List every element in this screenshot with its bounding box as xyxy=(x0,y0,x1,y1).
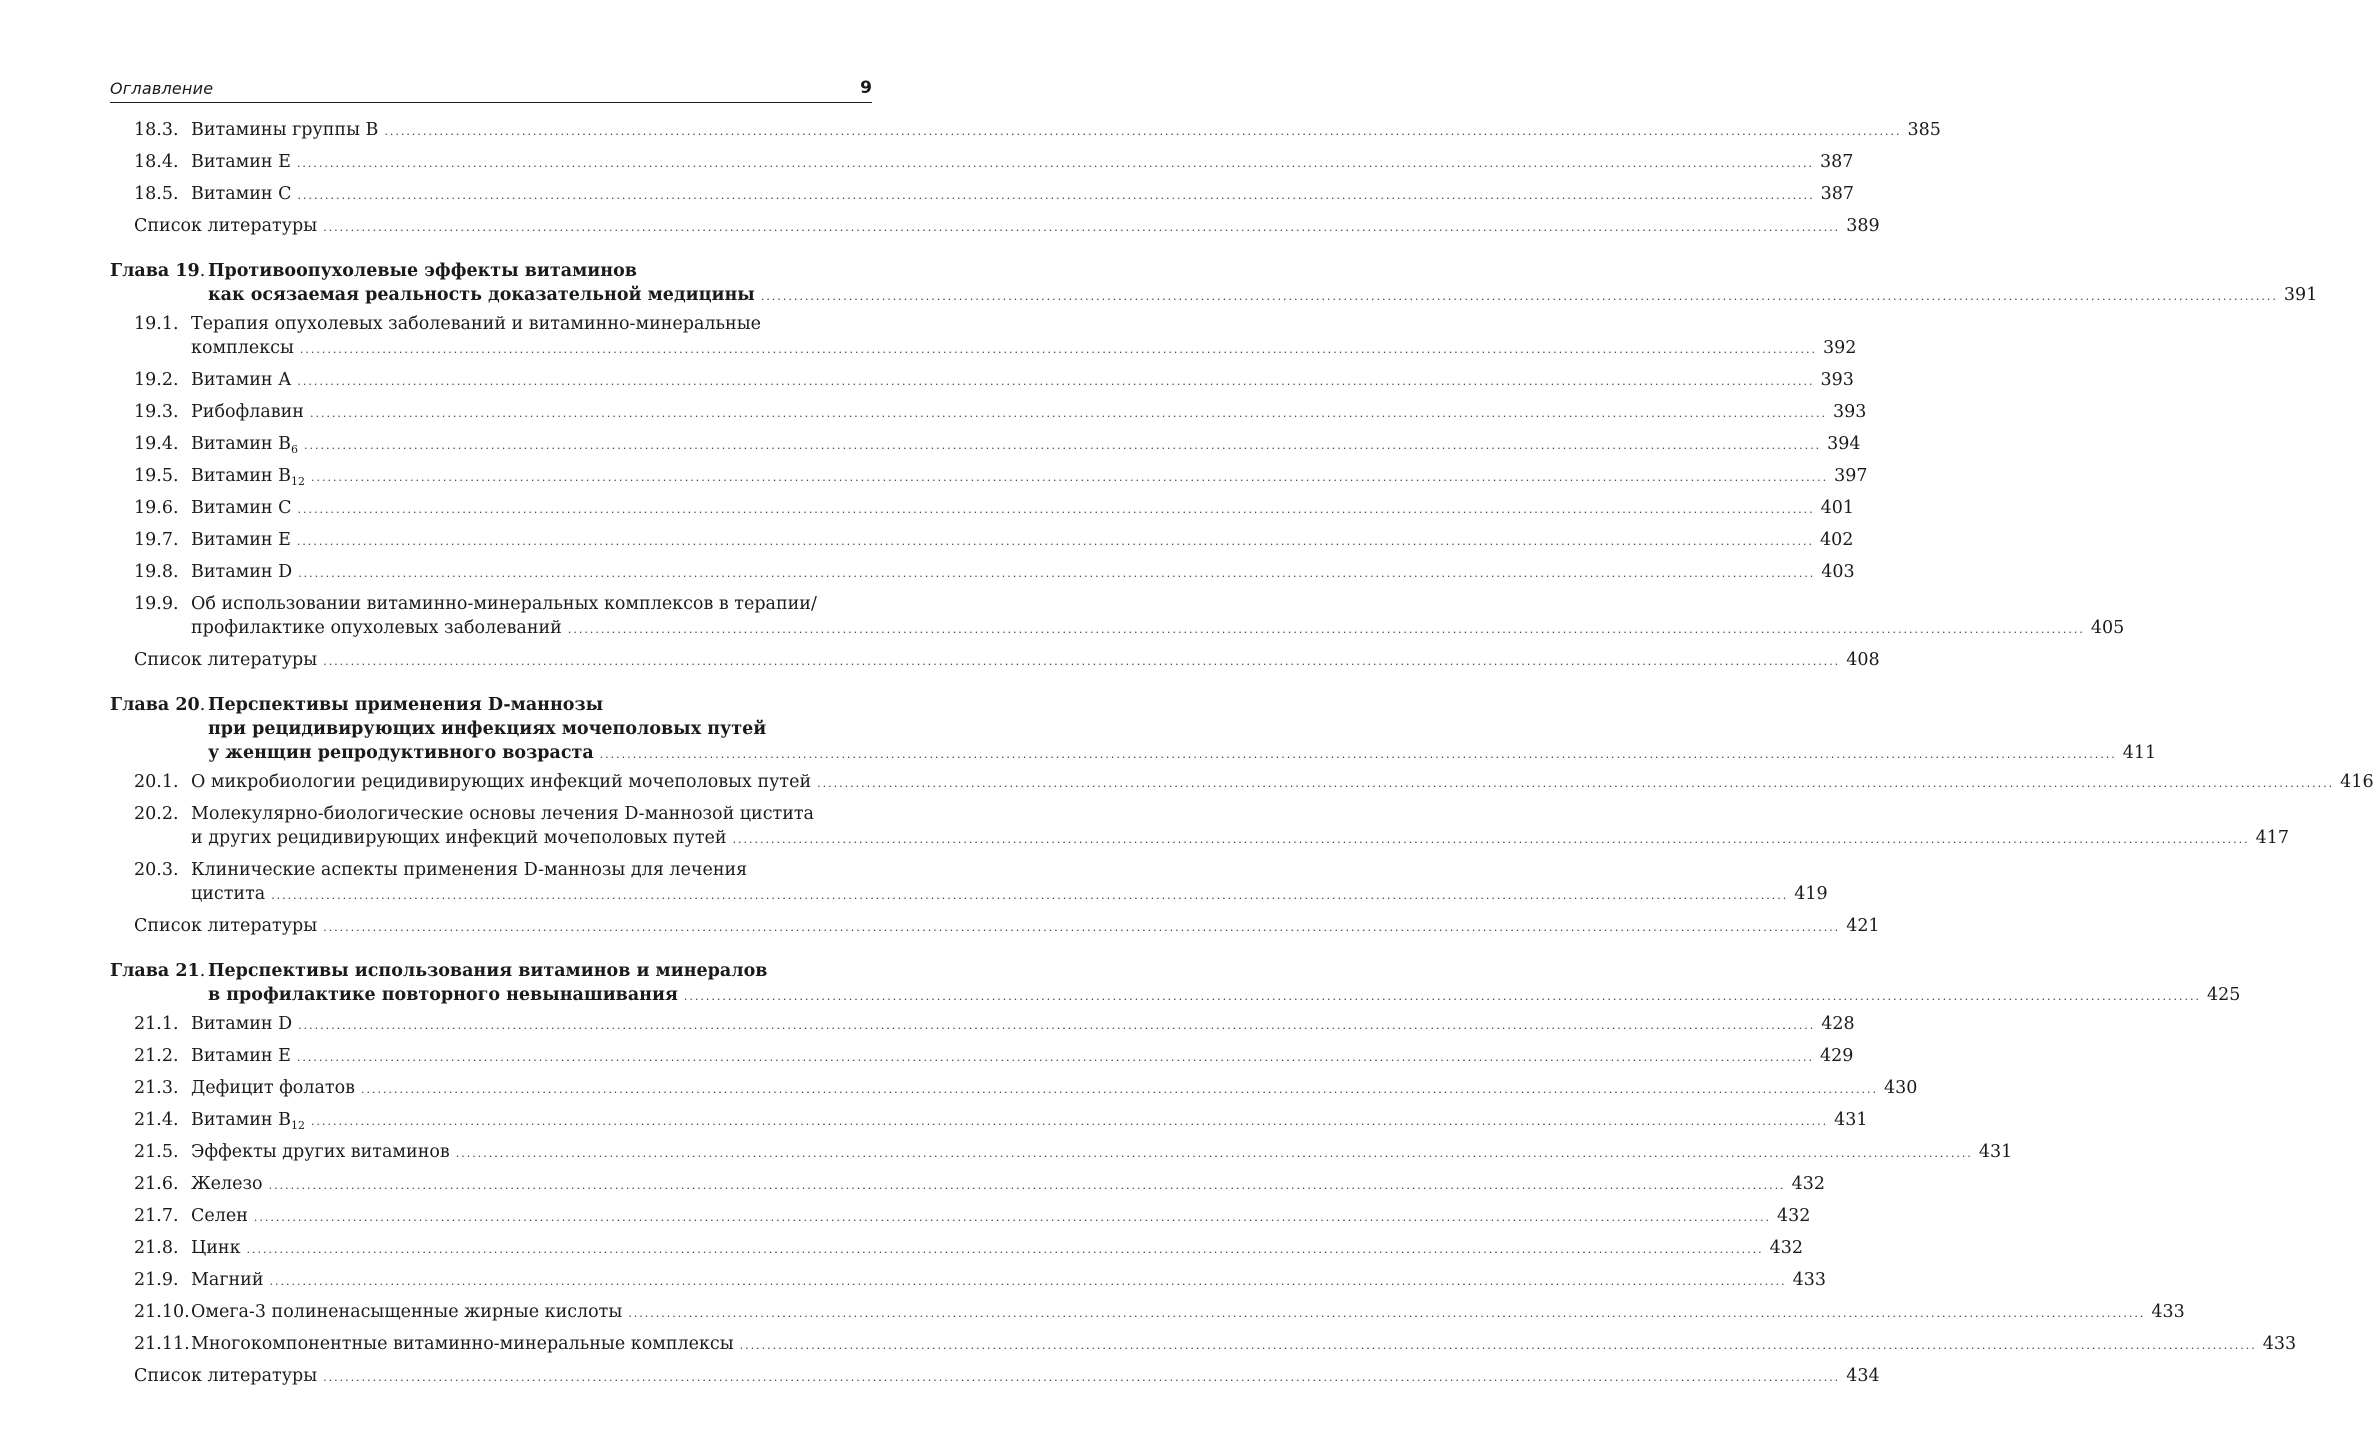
leader-dots xyxy=(247,1235,1764,1265)
leader-dots xyxy=(733,828,2250,852)
toc-entry-page: 429 xyxy=(1819,1046,1854,1066)
toc-entry-page: 393 xyxy=(1820,370,1854,390)
toc-entry[interactable] xyxy=(110,1329,2297,1361)
toc-entry-title: Витамин В xyxy=(191,434,292,454)
toc-entry-title: Магний xyxy=(191,1270,264,1290)
toc-entry[interactable] xyxy=(110,1201,1811,1233)
subscript: 12 xyxy=(291,1119,306,1132)
toc-entry-page: 417 xyxy=(2255,828,2290,848)
leader-dots xyxy=(271,884,1788,908)
leader-dots xyxy=(298,181,1815,211)
toc-entry[interactable] xyxy=(110,1073,1918,1105)
toc-entry-page: 385 xyxy=(1907,120,1941,140)
leader-dots xyxy=(297,527,1814,557)
toc-entry-number: 19.9. xyxy=(134,594,179,614)
toc-entry-title-line: профилактике опухолевых заболеваний xyxy=(191,618,562,638)
toc-entry[interactable] xyxy=(110,397,1867,429)
page-number: 9 xyxy=(860,78,872,98)
toc-entry[interactable] xyxy=(110,1105,1868,1137)
toc-entry-page: 403 xyxy=(1821,562,1855,582)
toc-entry-title-line: Об использовании витаминно-минеральных комплексов в терапии/ xyxy=(191,594,817,614)
leader-dots xyxy=(628,1299,2145,1329)
chapter-label: Глава 19 xyxy=(110,261,200,281)
toc-entry-page: 428 xyxy=(1821,1014,1855,1034)
toc-entry-page: 430 xyxy=(1884,1078,1918,1098)
toc-entry-title-line: Молекулярно-биологические основы лечения D-маннозой цистита xyxy=(191,804,814,824)
toc-entry-page: 433 xyxy=(2151,1302,2185,1322)
toc-entry-title: Эффекты других витаминов xyxy=(191,1142,450,1162)
leader-dots xyxy=(740,1331,2257,1361)
toc-entry[interactable] xyxy=(110,493,1854,525)
toc-entry[interactable] xyxy=(110,1297,2185,1329)
leader-dots xyxy=(270,1267,1787,1297)
leader-dots xyxy=(304,431,1821,461)
leader-dots xyxy=(300,338,1817,362)
toc-entry-number: 21.4. xyxy=(134,1110,179,1130)
chapter-title-line: Перспективы использования витаминов и минералов xyxy=(208,961,768,981)
leader-dots xyxy=(311,463,1828,493)
toc-entry-title: Селен xyxy=(191,1206,248,1226)
toc-entry-page: 392 xyxy=(1822,338,1857,358)
leader-dots xyxy=(298,495,1815,525)
references-page: 421 xyxy=(1846,916,1880,936)
subscript: 12 xyxy=(291,475,306,488)
references-page: 389 xyxy=(1846,216,1880,236)
toc-entry-page: 387 xyxy=(1820,184,1854,204)
references-title: Список литературы xyxy=(134,650,318,670)
toc-entry-title-line: и других рецидивирующих инфекций мочеполовых путей xyxy=(191,828,727,848)
leader-dots xyxy=(456,1139,1973,1169)
toc-entry-title: Витамин В xyxy=(191,466,292,486)
leader-dots xyxy=(297,367,1814,397)
leader-dots xyxy=(384,117,1901,147)
toc-entry-title-line: Клинические аспекты применения D-маннозы для лечения xyxy=(191,860,748,880)
references-title: Список литературы xyxy=(134,1366,318,1386)
toc-entry[interactable] xyxy=(110,365,1854,397)
toc-entry-title: Многокомпонентные витаминно-минеральные комплексы xyxy=(191,1334,734,1354)
toc-entry[interactable] xyxy=(110,855,1828,911)
references-page: 434 xyxy=(1846,1366,1880,1386)
toc-entry-page: 405 xyxy=(2090,618,2125,638)
toc-entry-number: 19.3. xyxy=(134,402,179,422)
leader-dots xyxy=(297,1043,1814,1073)
chapter-title-line: у женщин репродуктивного возраста xyxy=(208,743,594,763)
toc-entry[interactable] xyxy=(110,179,1854,211)
toc-entry-title: Витамин Е xyxy=(191,152,291,172)
toc-entry-page: 432 xyxy=(1776,1206,1811,1226)
toc-entry-title: Витамин D xyxy=(191,562,293,582)
toc-entry-title: Омега-3 полиненасыщенные жирные кислоты xyxy=(191,1302,623,1322)
toc-entry-title: Рибофлавин xyxy=(191,402,304,422)
toc-entry-number: 19.6. xyxy=(134,498,179,518)
toc-entry[interactable] xyxy=(110,799,2290,855)
toc-entry-page: 419 xyxy=(1794,884,1828,904)
chapter-label: Глава 20 xyxy=(110,695,200,715)
toc-entry[interactable] xyxy=(110,525,1854,557)
toc-entry-number: 21.7. xyxy=(134,1206,179,1226)
toc-entry-title: Витамин D xyxy=(191,1014,293,1034)
leader-dots xyxy=(298,559,1815,589)
toc-entry-number: 19.1. xyxy=(134,314,179,334)
toc-entry-title: Витамин С xyxy=(191,184,292,204)
toc-entry-page: 431 xyxy=(1978,1142,2013,1162)
toc-entry[interactable] xyxy=(110,1041,1854,1073)
leader-dots xyxy=(817,769,2334,799)
toc-entry-title-line: комплексы xyxy=(191,338,294,358)
running-header-title: Оглавление xyxy=(110,79,214,98)
toc-entry-number: 21.10. xyxy=(134,1302,190,1322)
toc-entry-number: 19.5. xyxy=(134,466,179,486)
toc-entry-number: 18.3. xyxy=(134,120,179,140)
chapter-heading[interactable]: Глава 19. Противоопухолевые эффекты витаминов как осязаемая реальность доказательной медицины ..... 391 xyxy=(110,259,872,309)
toc-entry-page: 397 xyxy=(1834,466,1868,486)
leader-dots xyxy=(361,1075,1878,1105)
toc-entry[interactable] xyxy=(110,1169,1826,1201)
table-of-contents xyxy=(110,115,2374,1393)
chapter-20 xyxy=(110,693,2374,943)
toc-entry-page: 393 xyxy=(1833,402,1867,422)
toc-entry[interactable] xyxy=(110,1137,2013,1169)
toc-entry-title: Витамины группы В xyxy=(191,120,379,140)
toc-entry[interactable] xyxy=(110,147,1854,179)
leader-dots xyxy=(323,1363,1840,1393)
chapter-heading[interactable]: Глава 21. Перспективы использования витаминов и минералов в профилактике повторного невынашивания ..... 425 xyxy=(110,959,872,1009)
chapter-page: 411 xyxy=(2122,743,2157,763)
leader-dots xyxy=(323,647,1840,677)
chapter-21 xyxy=(110,959,2297,1393)
chapter-title-line: при рецидивирующих инфекциях мочеполовых путей xyxy=(208,719,767,739)
leader-dots xyxy=(684,985,2201,1009)
chapter-page: 425 xyxy=(2206,985,2241,1005)
leader-dots xyxy=(761,285,2278,309)
toc-entry-title-line: Терапия опухолевых заболеваний и витаминно-минеральные xyxy=(191,314,761,334)
references-entry[interactable] xyxy=(110,911,1880,943)
toc-entry[interactable] xyxy=(110,589,2125,645)
leader-dots xyxy=(323,913,1840,943)
leader-dots xyxy=(298,1011,1815,1041)
toc-entry[interactable] xyxy=(110,767,2374,799)
toc-entry-number: 19.4. xyxy=(134,434,179,454)
toc-entry[interactable] xyxy=(110,557,1855,589)
toc-entry-number: 21.2. xyxy=(134,1046,179,1066)
toc-entry-number: 19.2. xyxy=(134,370,179,390)
toc-entry[interactable] xyxy=(110,429,1861,461)
toc-entry-number: 21.8. xyxy=(134,1238,179,1258)
toc-entry-title: Витамин В xyxy=(191,1110,292,1130)
chapter-title-line: как осязаемая реальность доказательной медицины xyxy=(208,285,755,305)
chapter-heading[interactable]: Глава 20. Перспективы применения D-маннозы при рецидивирующих инфекциях мочеполовых путей у женщин репродуктивного возраста ..... 411 xyxy=(110,693,872,767)
toc-entry-title: Витамин Е xyxy=(191,530,291,550)
leader-dots xyxy=(269,1171,1786,1201)
toc-entry-title: Цинк xyxy=(191,1238,241,1258)
toc-entry[interactable] xyxy=(110,309,1857,365)
toc-entry-number: 19.7. xyxy=(134,530,179,550)
toc-entry-page: 401 xyxy=(1820,498,1854,518)
toc-entry-number: 21.9. xyxy=(134,1270,179,1290)
chapter-19 xyxy=(110,259,2318,677)
toc-entry-number: 20.1. xyxy=(134,772,179,792)
leader-dots xyxy=(568,618,2085,642)
toc-entry[interactable] xyxy=(110,461,1868,493)
references-entry[interactable] xyxy=(110,211,1880,243)
references-entry[interactable] xyxy=(110,645,1880,677)
running-header xyxy=(110,72,872,103)
toc-entry-number: 18.5. xyxy=(134,184,179,204)
toc-entry-title-line: цистита xyxy=(191,884,266,904)
toc-entry-title: Витамин С xyxy=(191,498,292,518)
subscript: 6 xyxy=(291,443,299,456)
chapter-label: Глава 21 xyxy=(110,961,200,981)
toc-entry-number: 18.4. xyxy=(134,152,179,172)
toc-entry-number: 20.2. xyxy=(134,804,179,824)
leader-dots xyxy=(600,743,2117,767)
toc-entry-title: О микробиологии рецидивирующих инфекций мочеполовых путей xyxy=(191,772,812,792)
toc-entry-page: 431 xyxy=(1834,1110,1868,1130)
toc-entry-page: 432 xyxy=(1791,1174,1826,1194)
toc-entry-number: 21.11. xyxy=(134,1334,190,1354)
toc-entry-number: 21.6. xyxy=(134,1174,179,1194)
leader-dots xyxy=(297,149,1814,179)
toc-entry-page: 433 xyxy=(2262,1334,2297,1354)
toc-entry-page: 394 xyxy=(1827,434,1861,454)
leader-dots xyxy=(254,1203,1771,1233)
toc-entry-page: 433 xyxy=(1792,1270,1826,1290)
toc-entry-title: Витамин Е xyxy=(191,1046,291,1066)
toc-entry[interactable] xyxy=(110,1233,1803,1265)
toc-entry[interactable] xyxy=(110,1265,1826,1297)
leader-dots xyxy=(310,399,1827,429)
chapter-title-line: Противоопухолевые эффекты витаминов xyxy=(208,261,637,281)
toc-entry-title: Витамин А xyxy=(191,370,292,390)
toc-entry-page: 387 xyxy=(1819,152,1854,172)
toc-entry-number: 21.1. xyxy=(134,1014,179,1034)
references-page: 408 xyxy=(1846,650,1880,670)
toc-entry-page: 402 xyxy=(1819,530,1854,550)
page xyxy=(110,72,2374,1393)
toc-entry-page: 432 xyxy=(1769,1238,1803,1258)
toc-entry-number: 21.5. xyxy=(134,1142,179,1162)
toc-entry-title: Дефицит фолатов xyxy=(191,1078,355,1098)
toc-entry-number: 21.3. xyxy=(134,1078,179,1098)
toc-entry[interactable] xyxy=(110,115,1941,147)
references-entry[interactable] xyxy=(110,1361,1880,1393)
references-title: Список литературы xyxy=(134,216,318,236)
leader-dots xyxy=(323,213,1840,243)
toc-entry[interactable] xyxy=(110,1009,1855,1041)
chapter-title-line: в профилактике повторного невынашивания xyxy=(208,985,678,1005)
toc-entry-number: 20.3. xyxy=(134,860,179,880)
chapter-title-line: Перспективы применения D-маннозы xyxy=(208,695,604,715)
toc-entry-page: 416 xyxy=(2340,772,2374,792)
references-title: Список литературы xyxy=(134,916,318,936)
chapter-page: 391 xyxy=(2283,285,2318,305)
leader-dots xyxy=(311,1107,1828,1137)
toc-entry-title: Железо xyxy=(191,1174,263,1194)
toc-entry-number: 19.8. xyxy=(134,562,179,582)
